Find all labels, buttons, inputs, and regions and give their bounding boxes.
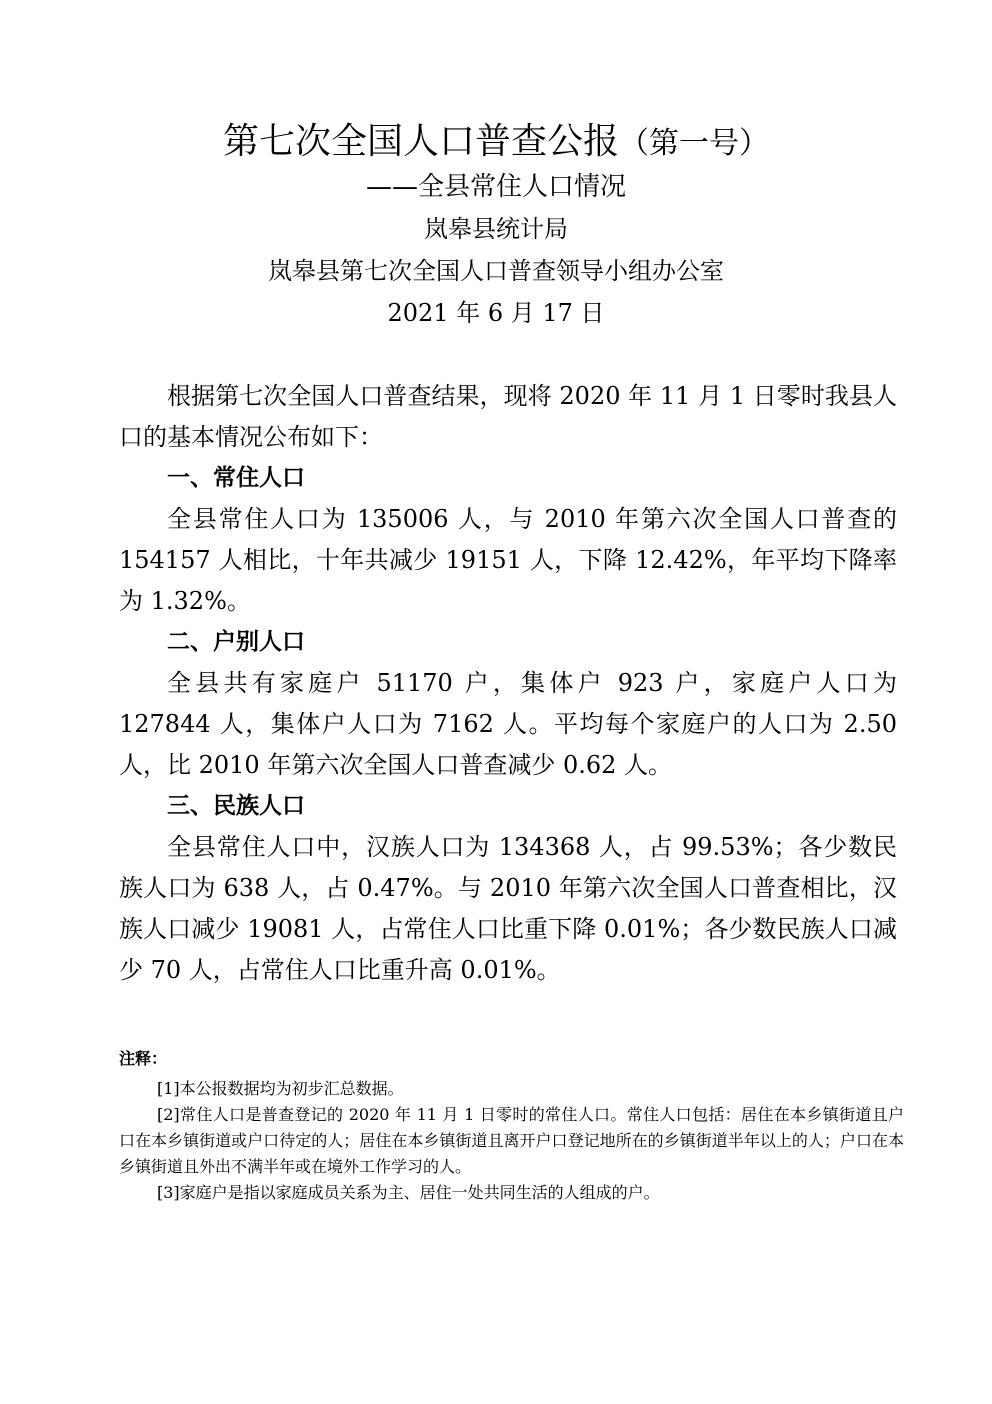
section-heading-resident: 一、常住人口 (167, 465, 305, 491)
section-text-ethnic: 全县常住人口中，汉族人口为 134368 人，占 99.53%；各少数民族人口为 638 人，占 0.47%。与 2010 年第六次全国人口普查相比，汉族人口减少 19081 人，占常住人口比重下降 0.01%；各少数民族人口减少 70 人，占常住人口比重升高 0.01%。 (119, 833, 897, 984)
page-subtitle: ——全县常住人口情况 (365, 172, 626, 202)
page-title (0, 118, 992, 168)
document-body (119, 376, 897, 991)
section-heading-ethnic: 三、民族人口 (167, 793, 305, 819)
issuing-org-office: 岚皋县第七次全国人口普查领导小组办公室 (268, 257, 724, 285)
issuing-org-bureau: 岚皋县统计局 (424, 215, 568, 243)
title-suffix: （第一号） (619, 126, 769, 161)
section-text-household: 全县共有家庭户 51170 户，集体户 923 户，家庭户人口为 127844 人，集体户人口为 7162 人。平均每个家庭户的人口为 2.50 人，比 2010 年第六次全国人口普查减少 0.62 人。 (119, 669, 897, 779)
notes-section (119, 1046, 904, 1206)
note-item-3: [3]家庭户是指以家庭成员关系为主、居住一处共同生活的人组成的户。 (157, 1183, 660, 1202)
notes-title: 注释： (119, 1049, 168, 1068)
note-item-1: [1]本公报数据均为初步汇总数据。 (157, 1079, 404, 1098)
note-item-2: [2]常住人口是普查登记的 2020 年 11 月 1 日零时的常住人口。常住人口包括：居住在本乡镇街道且户口在本乡镇街道或户口待定的人；居住在本乡镇街道且离开户口登记地所在的乡镇街道半年以上的人；户口在本乡镇街道且外出不满半年或在境外工作学习的人。 (119, 1105, 904, 1176)
publish-date: 2021 年 6 月 17 日 (387, 299, 605, 327)
section-text-resident: 全县常住人口为 135006 人，与 2010 年第六次全国人口普查的 154157 人相比，十年共减少 19151 人，下降 12.42%，年平均下降率为 1.32%。 (119, 505, 897, 615)
intro-paragraph: 根据第七次全国人口普查结果，现将 2020 年 11 月 1 日零时我县人口的基本情况公布如下： (119, 382, 897, 451)
title-main: 第七次全国人口普查公报 (222, 121, 619, 162)
section-heading-household: 二、户别人口 (167, 629, 305, 655)
